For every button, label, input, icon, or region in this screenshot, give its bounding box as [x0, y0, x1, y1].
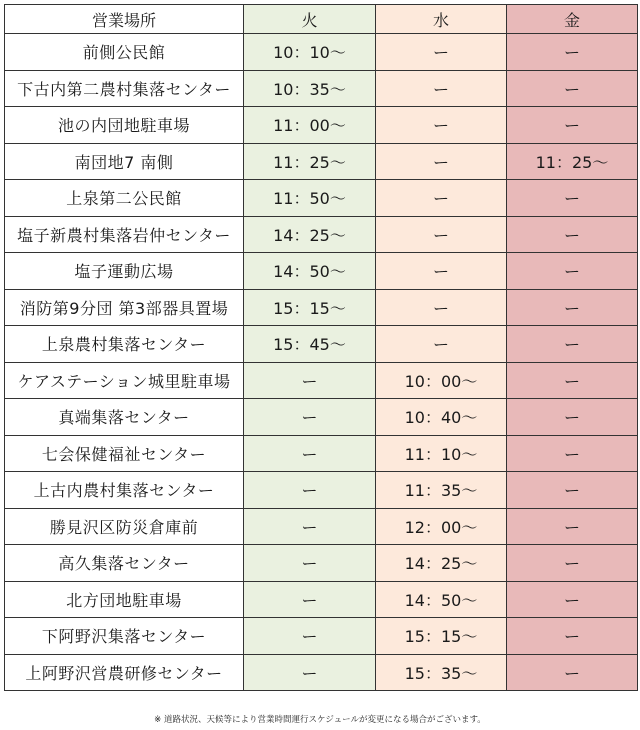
table-row: [5, 34, 638, 71]
friday-cell: ー: [507, 326, 638, 363]
friday-cell: ー: [507, 508, 638, 545]
table-row: [5, 143, 638, 180]
place-cell: 上泉第二公民館: [5, 180, 244, 217]
wednesday-cell: ー: [376, 107, 507, 144]
tuesday-cell: ー: [244, 399, 376, 436]
friday-cell: ー: [507, 180, 638, 217]
tuesday-cell: ー: [244, 654, 376, 691]
friday-cell: ー: [507, 581, 638, 618]
table-row: [5, 472, 638, 509]
table-row: [5, 216, 638, 253]
table-row: [5, 326, 638, 363]
tuesday-cell: 15：15～: [244, 289, 376, 326]
table-row: [5, 399, 638, 436]
tuesday-cell: 14：25～: [244, 216, 376, 253]
friday-cell: ー: [507, 289, 638, 326]
schedule-table: [4, 4, 638, 691]
friday-cell: ー: [507, 70, 638, 107]
schedule-body: [5, 34, 638, 691]
table-row: [5, 362, 638, 399]
wednesday-cell: 11：35～: [376, 472, 507, 509]
table-row: [5, 581, 638, 618]
table-row: [5, 545, 638, 582]
wednesday-cell: 11：10～: [376, 435, 507, 472]
place-cell: 塩子運動広場: [5, 253, 244, 290]
header-wednesday: 水: [376, 5, 507, 34]
tuesday-cell: 10：35～: [244, 70, 376, 107]
wednesday-cell: ー: [376, 326, 507, 363]
place-cell: 真端集落センター: [5, 399, 244, 436]
tuesday-cell: 10：10～: [244, 34, 376, 71]
friday-cell: ー: [507, 216, 638, 253]
tuesday-cell: ー: [244, 435, 376, 472]
tuesday-cell: 11：00～: [244, 107, 376, 144]
place-cell: 七会保健福祉センター: [5, 435, 244, 472]
place-cell: 池の内団地駐車場: [5, 107, 244, 144]
wednesday-cell: ー: [376, 180, 507, 217]
friday-cell: 11：25～: [507, 143, 638, 180]
wednesday-cell: ー: [376, 34, 507, 71]
tuesday-cell: 14：50～: [244, 253, 376, 290]
place-cell: 消防第9分団 第3部器具置場: [5, 289, 244, 326]
tuesday-cell: ー: [244, 508, 376, 545]
tuesday-cell: 11：50～: [244, 180, 376, 217]
place-cell: 上阿野沢営農研修センター: [5, 654, 244, 691]
friday-cell: ー: [507, 545, 638, 582]
table-row: [5, 435, 638, 472]
table-row: [5, 618, 638, 655]
place-cell: 勝見沢区防災倉庫前: [5, 508, 244, 545]
header-tuesday: 火: [244, 5, 376, 34]
tuesday-cell: ー: [244, 581, 376, 618]
table-row: [5, 508, 638, 545]
wednesday-cell: 12：00～: [376, 508, 507, 545]
wednesday-cell: 15：35～: [376, 654, 507, 691]
tuesday-cell: ー: [244, 545, 376, 582]
friday-cell: ー: [507, 253, 638, 290]
place-cell: 下阿野沢集落センター: [5, 618, 244, 655]
place-cell: 上泉農村集落センター: [5, 326, 244, 363]
place-cell: 下古内第二農村集落センター: [5, 70, 244, 107]
friday-cell: ー: [507, 107, 638, 144]
table-row: [5, 654, 638, 691]
wednesday-cell: 15：15～: [376, 618, 507, 655]
table-row: [5, 70, 638, 107]
tuesday-cell: ー: [244, 362, 376, 399]
place-cell: 高久集落センター: [5, 545, 244, 582]
footnote: ※ 道路状況、天候等により営業時間運行スケジュールが変更になる場合がございます。: [154, 715, 486, 725]
friday-cell: ー: [507, 654, 638, 691]
tuesday-cell: 15：45～: [244, 326, 376, 363]
tuesday-cell: ー: [244, 618, 376, 655]
place-cell: 塩子新農村集落岩仲センター: [5, 216, 244, 253]
friday-cell: ー: [507, 472, 638, 509]
place-cell: 上古内農村集落センター: [5, 472, 244, 509]
friday-cell: ー: [507, 362, 638, 399]
table-row: [5, 180, 638, 217]
wednesday-cell: ー: [376, 143, 507, 180]
friday-cell: ー: [507, 34, 638, 71]
wednesday-cell: ー: [376, 289, 507, 326]
table-row: [5, 253, 638, 290]
header-place: 営業場所: [5, 5, 244, 34]
place-cell: ケアステーション城里駐車場: [5, 362, 244, 399]
place-cell: 南団地7 南側: [5, 143, 244, 180]
tuesday-cell: ー: [244, 472, 376, 509]
wednesday-cell: 10：00～: [376, 362, 507, 399]
wednesday-cell: ー: [376, 216, 507, 253]
place-cell: 北方団地駐車場: [5, 581, 244, 618]
header-row: [5, 5, 638, 34]
friday-cell: ー: [507, 435, 638, 472]
wednesday-cell: 10：40～: [376, 399, 507, 436]
friday-cell: ー: [507, 618, 638, 655]
tuesday-cell: 11：25～: [244, 143, 376, 180]
table-row: [5, 289, 638, 326]
wednesday-cell: 14：50～: [376, 581, 507, 618]
table-row: [5, 107, 638, 144]
wednesday-cell: ー: [376, 70, 507, 107]
place-cell: 前側公民館: [5, 34, 244, 71]
friday-cell: ー: [507, 399, 638, 436]
wednesday-cell: 14：25～: [376, 545, 507, 582]
wednesday-cell: ー: [376, 253, 507, 290]
header-friday: 金: [507, 5, 638, 34]
